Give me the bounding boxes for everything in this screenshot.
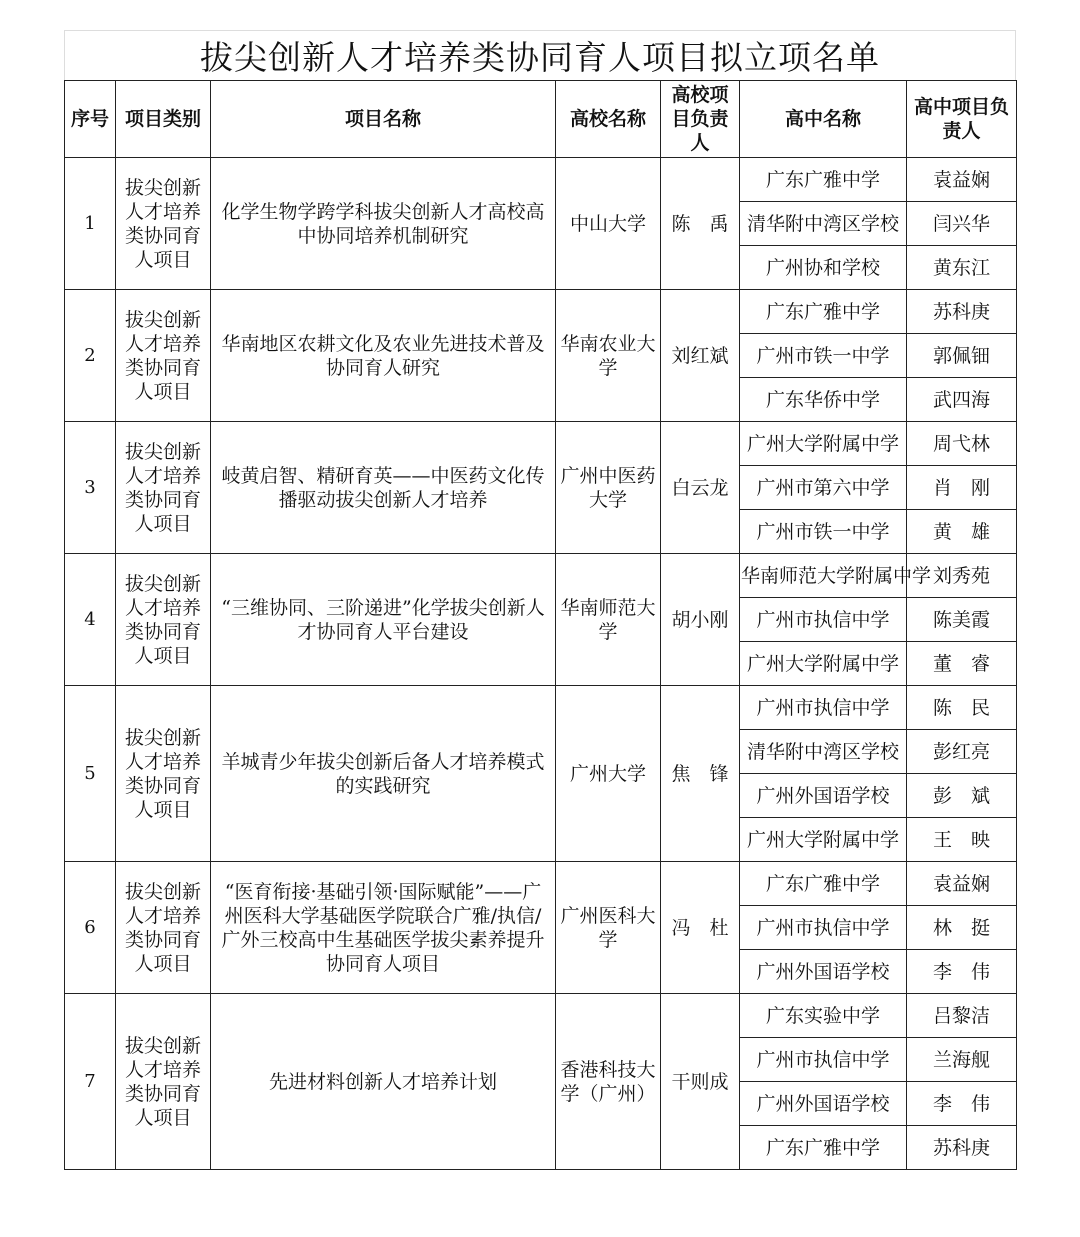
high-school-cell: 广州外国语学校 (740, 774, 907, 818)
high-school-lead-cell: 黄 雄 (907, 510, 1017, 554)
high-school-lead-cell: 兰海舰 (907, 1038, 1017, 1082)
table-row (65, 686, 1017, 730)
seq-cell: 4 (65, 554, 116, 686)
page-title: 拔尖创新人才培养类协同育人项目拟立项名单 (200, 38, 880, 77)
university-cell: 广州大学 (556, 686, 661, 862)
project-table (64, 80, 1017, 1170)
header-project-name: 项目名称 (211, 81, 556, 158)
high-school-cell: 清华附中湾区学校 (740, 202, 907, 246)
high-school-lead-cell: 彭 斌 (907, 774, 1017, 818)
university-lead-cell: 白云龙 (661, 422, 740, 554)
project-name-cell: 先进材料创新人才培养计划 (211, 994, 556, 1170)
university-lead-cell: 冯 杜 (661, 862, 740, 994)
university-cell: 华南农业大学 (556, 290, 661, 422)
project-name-cell: 羊城青少年拔尖创新后备人才培养模式的实践研究 (211, 686, 556, 862)
project-name-cell: 华南地区农耕文化及农业先进技术普及协同育人研究 (211, 290, 556, 422)
high-school-lead-cell: 刘秀苑 (907, 554, 1017, 598)
header-category: 项目类别 (116, 81, 211, 158)
university-cell: 中山大学 (556, 158, 661, 290)
title-box (64, 30, 1016, 80)
header-university: 高校名称 (556, 81, 661, 158)
high-school-lead-cell: 苏科庚 (907, 290, 1017, 334)
project-name-cell: 化学生物学跨学科拔尖创新人才高校高中协同培养机制研究 (211, 158, 556, 290)
high-school-cell: 广州大学附属中学 (740, 642, 907, 686)
high-school-lead-cell: 袁益娴 (907, 862, 1017, 906)
project-name-cell: “三维协同、三阶递进”化学拔尖创新人才协同育人平台建设 (211, 554, 556, 686)
category-cell: 拔尖创新人才培养类协同育人项目 (116, 554, 211, 686)
table-row (65, 554, 1017, 598)
high-school-lead-cell: 彭红亮 (907, 730, 1017, 774)
high-school-lead-cell: 周弋林 (907, 422, 1017, 466)
table-row (65, 158, 1017, 202)
header-high-school-lead: 高中项目负责人 (907, 81, 1017, 158)
high-school-cell: 广州市第六中学 (740, 466, 907, 510)
project-name-cell: 岐黄启智、精研育英——中医药文化传播驱动拔尖创新人才培养 (211, 422, 556, 554)
category-cell: 拔尖创新人才培养类协同育人项目 (116, 158, 211, 290)
university-lead-cell: 焦 锋 (661, 686, 740, 862)
university-cell: 广州中医药大学 (556, 422, 661, 554)
high-school-cell: 广州大学附属中学 (740, 818, 907, 862)
high-school-lead-cell: 李 伟 (907, 1082, 1017, 1126)
seq-cell: 7 (65, 994, 116, 1170)
high-school-lead-cell: 闫兴华 (907, 202, 1017, 246)
seq-cell: 6 (65, 862, 116, 994)
high-school-cell: 广东实验中学 (740, 994, 907, 1038)
high-school-cell: 广东广雅中学 (740, 1126, 907, 1170)
high-school-lead-cell: 李 伟 (907, 950, 1017, 994)
high-school-lead-cell: 陈美霞 (907, 598, 1017, 642)
header-university-lead: 高校项目负责人 (661, 81, 740, 158)
high-school-cell: 广州协和学校 (740, 246, 907, 290)
high-school-cell: 广州外国语学校 (740, 950, 907, 994)
high-school-cell: 广东华侨中学 (740, 378, 907, 422)
university-cell: 香港科技大学（广州） (556, 994, 661, 1170)
high-school-cell: 清华附中湾区学校 (740, 730, 907, 774)
high-school-lead-cell: 陈 民 (907, 686, 1017, 730)
high-school-cell: 广东广雅中学 (740, 862, 907, 906)
table-row (65, 994, 1017, 1038)
header-row (65, 81, 1017, 158)
seq-cell: 3 (65, 422, 116, 554)
high-school-cell: 广州市铁一中学 (740, 334, 907, 378)
university-cell: 广州医科大学 (556, 862, 661, 994)
high-school-lead-cell: 袁益娴 (907, 158, 1017, 202)
high-school-cell: 广州市执信中学 (740, 686, 907, 730)
category-cell: 拔尖创新人才培养类协同育人项目 (116, 290, 211, 422)
university-lead-cell: 陈 禹 (661, 158, 740, 290)
high-school-cell: 广东广雅中学 (740, 158, 907, 202)
university-lead-cell: 刘红斌 (661, 290, 740, 422)
high-school-cell: 广州大学附属中学 (740, 422, 907, 466)
header-seq: 序号 (65, 81, 116, 158)
high-school-lead-cell: 吕黎洁 (907, 994, 1017, 1038)
high-school-lead-cell: 苏科庚 (907, 1126, 1017, 1170)
high-school-lead-cell: 武四海 (907, 378, 1017, 422)
high-school-cell: 华南师范大学附属中学 (740, 554, 907, 598)
university-cell: 华南师范大学 (556, 554, 661, 686)
category-cell: 拔尖创新人才培养类协同育人项目 (116, 994, 211, 1170)
category-cell: 拔尖创新人才培养类协同育人项目 (116, 422, 211, 554)
high-school-cell: 广州市执信中学 (740, 1038, 907, 1082)
high-school-lead-cell: 郭佩钿 (907, 334, 1017, 378)
high-school-cell: 广州市执信中学 (740, 906, 907, 950)
category-cell: 拔尖创新人才培养类协同育人项目 (116, 686, 211, 862)
project-name-cell: “医育衔接·基础引领·国际赋能”——广州医科大学基础医学院联合广雅/执信/广外三校高中生基础医学拔尖素养提升协同育人项目 (211, 862, 556, 994)
university-lead-cell: 胡小刚 (661, 554, 740, 686)
high-school-lead-cell: 董 睿 (907, 642, 1017, 686)
high-school-cell: 广州外国语学校 (740, 1082, 907, 1126)
high-school-lead-cell: 林 挺 (907, 906, 1017, 950)
high-school-lead-cell: 肖 刚 (907, 466, 1017, 510)
header-high-school: 高中名称 (740, 81, 907, 158)
high-school-lead-cell: 王 映 (907, 818, 1017, 862)
high-school-cell: 广东广雅中学 (740, 290, 907, 334)
high-school-cell: 广州市铁一中学 (740, 510, 907, 554)
university-lead-cell: 干则成 (661, 994, 740, 1170)
category-cell: 拔尖创新人才培养类协同育人项目 (116, 862, 211, 994)
high-school-cell: 广州市执信中学 (740, 598, 907, 642)
seq-cell: 1 (65, 158, 116, 290)
high-school-lead-cell: 黄东江 (907, 246, 1017, 290)
table-row (65, 422, 1017, 466)
table-row (65, 862, 1017, 906)
seq-cell: 5 (65, 686, 116, 862)
table-row (65, 290, 1017, 334)
seq-cell: 2 (65, 290, 116, 422)
